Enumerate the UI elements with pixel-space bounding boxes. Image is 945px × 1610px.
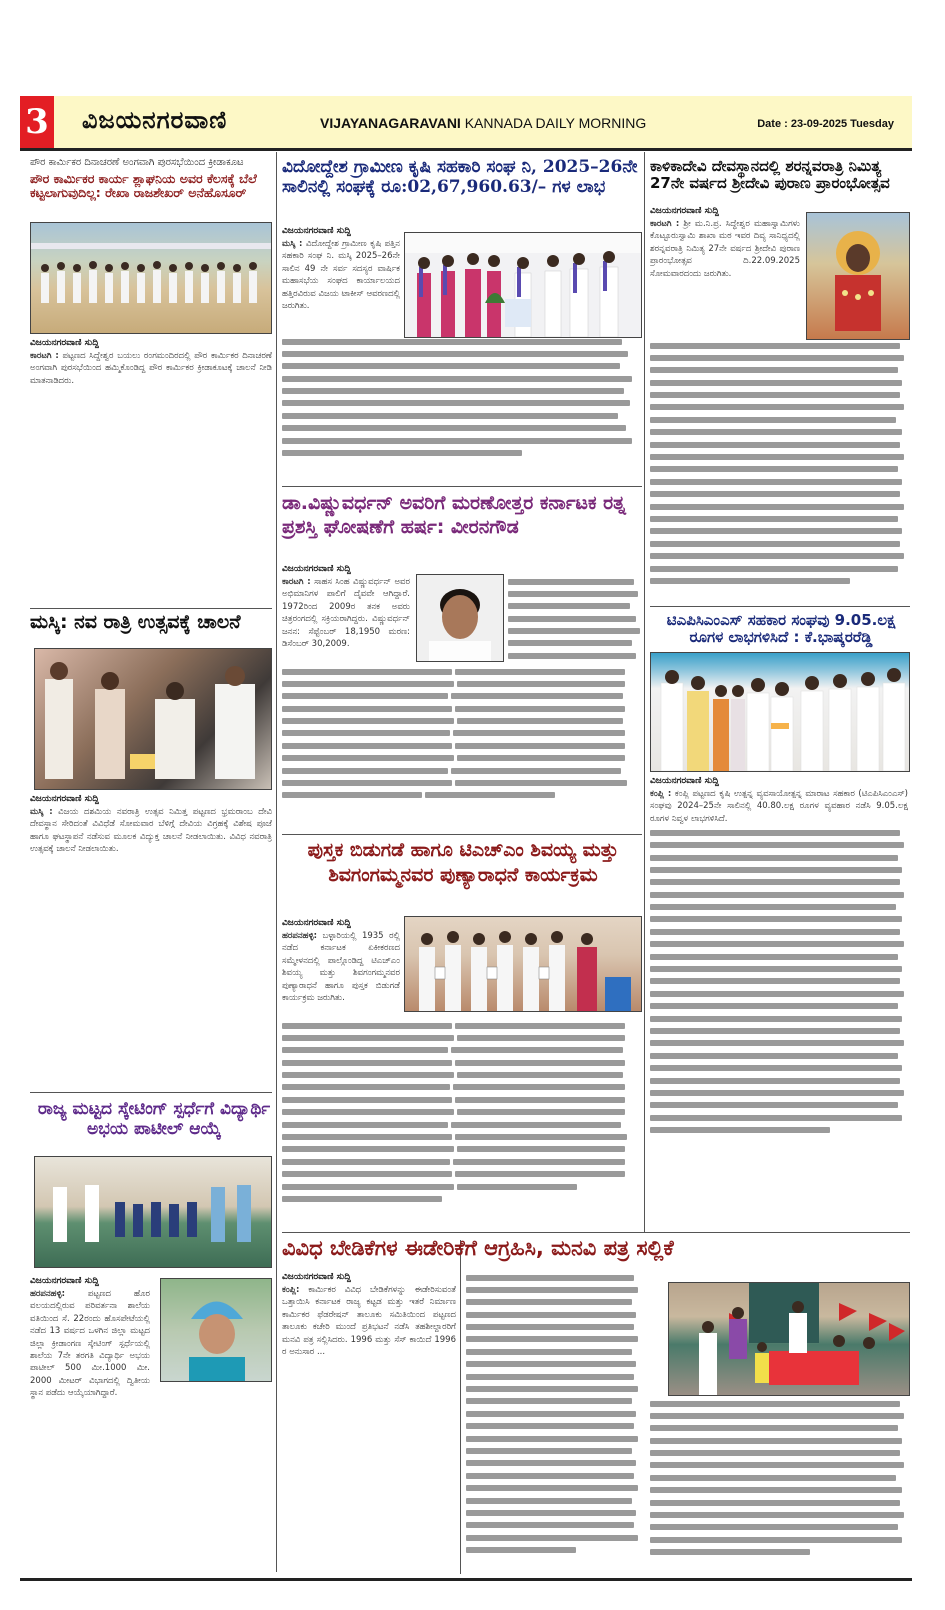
article-text: ವಿದೋದ್ದೇಶ ಗ್ರಾಮೀಣ ಕೃಷಿ ಪತ್ತಿನ ಸಹಕಾರಿ ಸಂಘ ನಿ. ಮಸ್ಕಿ 2025–26ನೇ ಸಾಲಿನ 49 ನೇ ಸರ್ವ ಸದಸ್ಯರ ವಾರ್ಷಿಕ ಮಹಾಸಭೆಯ ಸಂಘದ ಕಾರ್ಯಾಲಯದ ಹತ್ತಿರವಿರುವ ವಿಜಯ ಟಾಕೀಸ್ ಆವರಣದಲ್ಲಿ ಜರುಗಿತು. [282, 239, 400, 312]
article-body [282, 238, 400, 334]
masthead-kannada-title: ವಿಜಯನಗರವಾಣಿ [82, 106, 228, 134]
page-footer-rule [20, 1578, 912, 1581]
article-dateline: ಮಸ್ಕಿ : [30, 807, 53, 817]
article-body [282, 930, 400, 1020]
article-byline: ವಿಜಯನಗರವಾಣಿ ಸುದ್ದಿ [30, 338, 99, 348]
photo-group-people [31, 223, 271, 333]
article-body-continued-right [650, 1398, 908, 1574]
article-dateline: ಹರಪನಹಳ್ಳಿ: [282, 931, 318, 941]
photo-book-release [405, 917, 641, 1011]
photo-student-helmet [161, 1279, 271, 1381]
article-divider [282, 1232, 910, 1233]
article-body [30, 1288, 150, 1568]
article-dateline: ಕಂಪ್ಲಿ: [282, 1285, 300, 1295]
article-dateline: ಕಾರಟಗಿ : [650, 219, 680, 229]
article-text: ಕಾರ್ಮಿಕರ ವಿವಿಧ ಬೇಡಿಕೆಗಳನ್ನು ಈಡೇರಿಸುವಂತೆ ಒತ್ತಾಯಿಸಿ ಕರ್ನಾಟಕ ರಾಜ್ಯ ಕಟ್ಟಡ ಮತ್ತು ಇತರೆ ನಿರ್ಮಾಣ ಕಾರ್ಮಿಕರ ಫೆಡರೇಷನ್ ತಾಲೂಕು ಸಮಿತಿಯಿಂದ ಪಟ್ಟಣದ ತಾಲೂಕು ಕಚೇರಿ ಮುಂದೆ ಪ್ರತಿಭಟನೆ ನಡೆಸಿ ತಹಶೀಲ್ದಾರರಿಗೆ ಮನವಿ ಪತ್ರ ಸಲ್ಲಿಸಿದರು. 1996 ಮತ್ತು ಸೆಸ್ ಕಾಯಿದೆ 1996 ರ ಅನುಸಾರ ... [282, 1285, 456, 1358]
article-body [30, 350, 272, 590]
article-photo [404, 232, 642, 338]
article-divider [650, 606, 910, 607]
photo-felicitation [405, 233, 641, 337]
masthead [20, 96, 912, 148]
article-divider [282, 834, 642, 835]
masthead-rule [20, 148, 912, 151]
article-portrait [416, 574, 504, 662]
article-body-continued [282, 336, 640, 482]
article-text: ಸಾಹಸ ಸಿಂಹ ವಿಷ್ಣುವರ್ಧನ್ ಅವರ ಅಭಿಮಾನಿಗಳ ಪಾಲಿಗೆ ದೈವವೇ ಆಗಿದ್ದಾರೆ. 1972ರಿಂದ 2009ರ ತನಕ ಅವರು ಚಿತ್ರರಂಗದಲ್ಲಿ ಸಕ್ರಿಯರಾಗಿದ್ದರು. ವಿಷ್ಣುವರ್ಧನ್ ಜನನ: ಸೆಪ್ಟೆಂಬರ್ 18,1950 ಮರಣ: ಡಿಸೆಂಬರ್ 30,2009. [282, 577, 410, 650]
article-headline: ವಿವಿಧ ಬೇಡಿಕೆಗಳ ಈಡೇರಿಕೆಗೆ ಆಗ್ರಹಿಸಿ, ಮನವಿ ಪತ್ರ ಸಲ್ಲಿಕೆ [282, 1236, 674, 1260]
article-photo-student [160, 1278, 272, 1382]
article-text: ಬಳ್ಳಾರಿಯಲ್ಲಿ 1935 ರಲ್ಲಿ ನಡೆದ ಕರ್ನಾಟಕ ಏಕೀಕರಣದ ಸಮ್ಮೇಳನದಲ್ಲಿ ಪಾಲ್ಗೊಂಡಿದ್ದ ಟಿಎಚ್ಎಂ ಶಿವಯ್ಯ ಮತ್ತು ಶಿವಗಂಗಮ್ಮನವರ ಪುಣ್ಯಾರಾಧನೆ ಹಾಗೂ ಪುಸ್ತಕ ಬಿಡುಗಡೆ ಕಾರ್ಯಕ್ರಮ ಜರುಗಿತು. [282, 931, 400, 1004]
article-divider [30, 1092, 272, 1093]
article-body-continued [282, 1020, 642, 1220]
photo-protest [669, 1283, 909, 1395]
article-text: ಪಟ್ಟಣದ ಸಿದ್ದೇಶ್ವರ ಬಯಲು ರಂಗಮಂದಿರದಲ್ಲಿ ಪೌರ ಕಾರ್ಮಿಕರ ದಿನಾಚರಣೆ ಅಂಗವಾಗಿ ಪುರಸಭೆಯಿಂದ ಹಮ್ಮಿಕೊಂಡಿದ್ದ ಪೌರ ಕಾರ್ಮಿಕರ ಕ್ರೀಡಾಕೂಟಕ್ಕೆ ಚಾಲನೆ ನೀಡಿ ಮಾತನಾಡಿದರು. [30, 351, 272, 386]
article-body [282, 1284, 456, 1574]
article-body-continued [650, 340, 908, 600]
article-photo [404, 916, 642, 1012]
article-dateline: ಮಸ್ಕಿ : [282, 239, 303, 249]
article-divider [30, 608, 272, 609]
article-headline: ರಾಜ್ಯ ಮಟ್ಟದ ಸ್ಕೇಟಿಂಗ್ ಸ್ಪರ್ಧೆಗೆ ವಿದ್ಯಾರ್ಥಿ ಅಭಯ ಪಾಟೀಲ್ ಆಯ್ಕೆ [37, 1099, 271, 1139]
article-byline: ವಿಜಯನಗರವಾಣಿ ಸುದ್ದಿ [30, 1276, 99, 1286]
article-body [30, 806, 272, 1076]
portrait-person [417, 575, 503, 661]
article-byline: ವಿಜಯನಗರವಾಣಿ ಸುದ್ದಿ [282, 1272, 351, 1282]
article-headline: ಪುಸ್ತಕ ಬಿಡುಗಡೆ ಹಾಗೂ ಟಿಎಚ್ಎಂ ಶಿವಯ್ಯ ಮತ್ತು ಶಿವಗಂಗಮ್ಮನವರ ಪುಣ್ಯಾರಾಧನೆ ಕಾರ್ಯಕ್ರಮ [307, 839, 619, 886]
column-divider [460, 1240, 461, 1574]
article-headline: ಪೌರ ಕಾರ್ಮಿಕರ ಕಾರ್ಯ ಶ್ಲಾಘನಿಯ ಅವರ ಕೆಲಸಕ್ಕೆ ಬೆಲೆ ಕಟ್ಟಲಾಗುವುದಿಲ್ಲ: ರೇಖಾ ರಾಜಶೇಖರ್ ಅನೆಹೊಸೂರ್ [30, 171, 257, 201]
article-text: ಕಂಪ್ಲಿ ಪಟ್ಟಣದ ಕೃಷಿ ಉತ್ಪನ್ನ ವ್ಯವಸಾಯೋತ್ಪನ್ನ ಮಾರಾಟ ಸಹಕಾರ (ಟಿಎಪಿಸಿಎಂಎಸ್) ಸಂಘವು 2024–25ನೇ ಸಾಲಿನಲ್ಲಿ 40.80.ಲಕ್ಷ ರೂಗಳ ವ್ಯವಹಾರ ನಡೆಸಿ 9.05.ಲಕ್ಷ ರೂಗಳ ನಿವ್ವಳ ಲಾಭಗಳಿಸಿದೆ. [650, 789, 908, 824]
issue-date: Date : 23-09-2025 Tuesday [757, 118, 894, 130]
article-body-continued [466, 1272, 642, 1572]
article-dateline: ಕಂಪ್ಲಿ : [650, 789, 672, 799]
article-text: ವಿಜಯ ದಶಮಿಯ ನವರಾತ್ರಿ ಉತ್ಸವ ನಿಮಿತ್ತ ಪಟ್ಟಣದ ಭ್ರಮರಾಂಬ ದೇವಿ ದೇವಸ್ಥಾನ ಸೇರಿದಂತೆ ವಿವಿಧೆಡೆ ಸೋಮವಾರ ಬೆಳಿಗ್ಗೆ ದೇವಿಯ ವಿಗ್ರಹಕ್ಕೆ ವಿಶೇಷ ಪೂಜೆ ಹಾಗೂ ಘಟಸ್ಥಾಪನೆ ನಡೆಸುವ ಮೂಲಕ ವಿದ್ಯುಕ್ತ ಚಾಲನೆ ನೀಡಲಾಯಿತು. ವಿವಿಧ ನವರಾತ್ರಿ ಉತ್ಸವಕ್ಕೆ ಚಾಲನೆ ನೀಡಲಾಯಿತು. [30, 807, 272, 855]
article-headline: ಡಾ.ವಿಷ್ಣುವರ್ಧನ್ ಅವರಿಗೆ ಮರಣೋತ್ತರ ಕರ್ನಾಟಕ ರತ್ನ ಪ್ರಶಸ್ತಿ ಘೋಷಣೆಗೆ ಹರ್ಷ: ವೀರನಗೌಡ [282, 492, 626, 538]
masthead-english-rest: KANNADA DAILY MORNING [460, 115, 647, 131]
article-photo [650, 652, 910, 772]
article-photo [668, 1282, 910, 1396]
article-byline: ವಿಜಯನಗರವಾಣಿ ಸುದ್ದಿ [650, 206, 719, 216]
article-headline: ವಿದೋದ್ದೇಶ ಗ್ರಾಮೀಣ ಕೃಷಿ ಸಹಕಾರಿ ಸಂಘ ನಿ, 2025–26ನೇ ಸಾಲಿನಲ್ಲಿ ಸಂಘಕ್ಕೆ ರೂ:02,67,960.63/– ಗಳ ಲಾಭ [282, 157, 638, 197]
photo-skaters [35, 1157, 271, 1267]
article-headline: ಕಾಳಿಕಾದೇವಿ ದೇವಸ್ಥಾನದಲ್ಲಿ ಶರನ್ನವರಾತ್ರಿ ನಿಮಿತ್ಯ 27ನೇ ವರ್ಷದ ಶ್ರೀದೇವಿ ಪುರಾಣ ಪ್ರಾರಂಭೋತ್ಸವ [650, 157, 890, 193]
photo-goddess-idol [807, 213, 909, 339]
article-text: ಶ್ರೀ ಮ.ನಿ.ಪ್ರ. ಸಿದ್ಧೇಶ್ವರ ಮಹಾಸ್ವಾಮಿಗಳು ಕೊಟ್ಟೂರುಸ್ವಾಮಿ ಶಾಖಾ ಮಠ ಇವರ ದಿವ್ಯ ಸಾನಿಧ್ಯದಲ್ಲಿ ಶರನ್ನವರಾತ್ರಿ ನಿಮಿತ್ಯ 27ನೇ ವರ್ಷದ ಶ್ರೀದೇವಿ ಪುರಾಣ ಪ್ರಾರಂಭೋತ್ಸವ ದಿ.22.09.2025 ಸೋಮವಾರದಂದು ಜರುಗಿತು. [650, 219, 800, 279]
article-body-continued [282, 666, 642, 816]
article-body-side [508, 576, 642, 666]
article-headline: ಮಸ್ಕಿ: ನವ ರಾತ್ರಿ ಉತ್ಸವಕ್ಕೆ ಚಾಲನೆ [30, 611, 241, 633]
photo-puja [35, 649, 271, 789]
article-photo [34, 1156, 272, 1268]
article-kicker: ಪೌರ ಕಾರ್ಮಿಕರ ದಿನಾಚರಣೆ ಅಂಗವಾಗಿ ಪುರಸಭೆಯಿಂದ ಕ್ರೀಡಾಕೂಟ [30, 157, 244, 168]
article-dateline: ಹರಪನಹಳ್ಳಿ: [30, 1289, 66, 1299]
article-dateline: ಕಾರಟಗಿ : [30, 351, 59, 361]
column-divider [276, 152, 277, 1572]
article-photo [30, 222, 272, 334]
article-photo [34, 648, 272, 790]
article-byline: ವಿಜಯನಗರವಾಣಿ ಸುದ್ದಿ [650, 776, 719, 786]
article-byline: ವಿಜಯನಗರವಾಣಿ ಸುದ್ದಿ [282, 918, 351, 928]
article-byline: ವಿಜಯನಗರವಾಣಿ ಸುದ್ದಿ [282, 564, 351, 574]
photo-lamp-lighting [651, 653, 909, 771]
article-dateline: ಕಾರಟಗಿ : [282, 577, 311, 587]
article-body [282, 576, 410, 666]
masthead-english-bold: VIJAYANAGARAVANI [320, 115, 461, 131]
article-headline: ಟಿಎಪಿಸಿಎಂಎಸ್ ಸಹಕಾರ ಸಂಘವು 9.05.ಲಕ್ಷ ರೂಗಳ ಲಾಭಗಳಿಸಿದೆ : ಕೆ.ಭಾಷ್ಕರರೆಡ್ಡಿ [666, 611, 896, 647]
article-body [650, 218, 800, 326]
article-body [650, 788, 908, 1228]
article-byline: ವಿಜಯನಗರವಾಣಿ ಸುದ್ದಿ [30, 794, 99, 804]
article-divider [282, 486, 642, 487]
article-text: ಪಟ್ಟಣದ ಹೊರ ವಲಯದಲ್ಲಿರುವ ಪರಿವರ್ತನಾ ಶಾಲೆಯ ವತಿಯಿಂದ ಸೆ. 22ರಂದು ಹೊಸಪೇಟೆಯಲ್ಲಿ ನಡೆದ 13 ವರ್ಷದ ಒಳಗಿನ ಜಿಲ್ಲಾ ಮಟ್ಟದ ಜಿಲ್ಲಾ ಕ್ರೀಡಾಂಗಣ ಸ್ಕೇಟಿಂಗ್ ಸ್ಪರ್ಧೆಯಲ್ಲಿ ಶಾಲೆಯ 7ನೇ ತರಗತಿ ವಿದ್ಯಾರ್ಥಿ ಅಭಯ ಪಾಟೀಲ್ 500 ಮೀ.1000 ಮೀ. 2000 ಮೀಟರ್ ವಿಭಾಗದಲ್ಲಿ ದ್ವಿತೀಯ ಸ್ಥಾನ ಪಡೆದು ಆಯ್ಕೆಯಾಗಿದ್ದಾರೆ. [30, 1289, 150, 1399]
article-byline: ವಿಜಯನಗರವಾಣಿ ಸುದ್ದಿ [282, 226, 351, 236]
masthead-english-title [320, 115, 646, 131]
page-number: 3 [20, 96, 54, 148]
column-divider [644, 152, 645, 1232]
article-photo-deity [806, 212, 910, 340]
